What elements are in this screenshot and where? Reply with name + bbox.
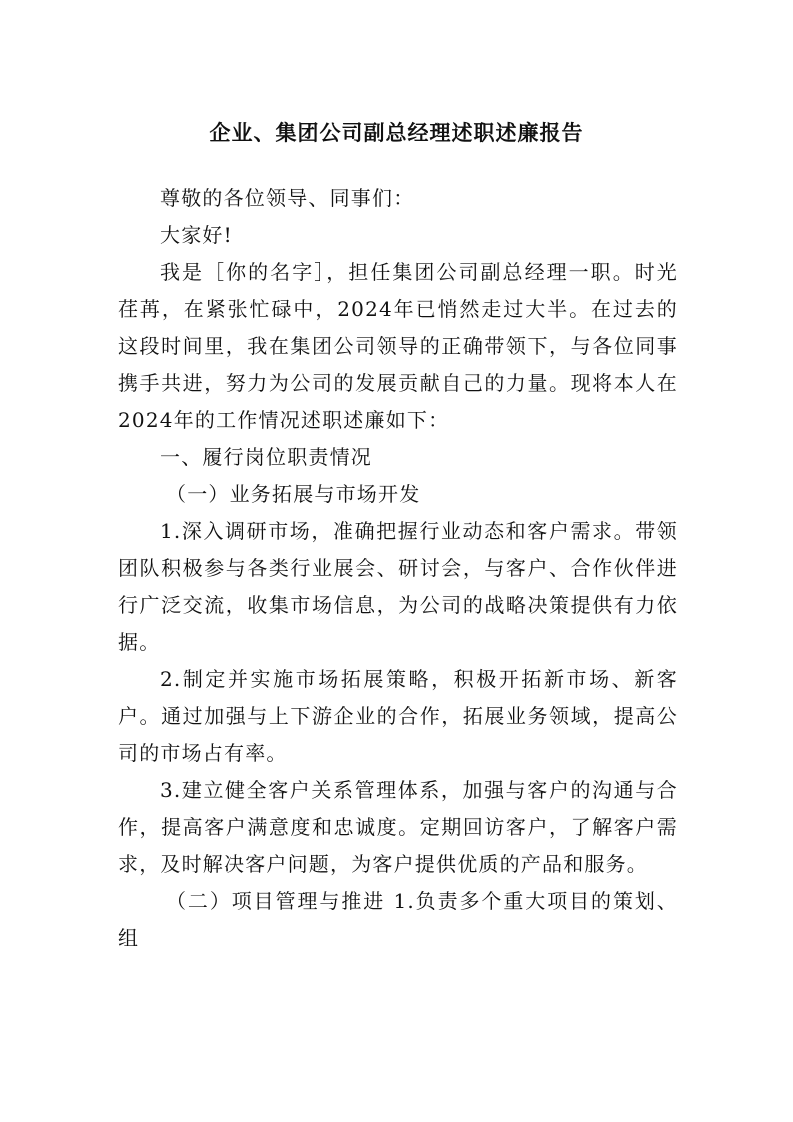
greeting-paragraph: 尊敬的各位领导、同事们： [160,186,415,210]
subsection-heading-2: （二）项目管理与推进 1.负责多个重大项目的策划、组 [118,889,678,950]
subsection-heading-1: （一）业务拓展与市场开发 [166,482,421,506]
document-body [118,180,678,957]
item-paragraph-1: 1.深入调研市场，准确把握行业动态和客户需求。带领团队积极参与各类行业展会、研讨会，与客户、合作伙伴进行广泛交流，收集市场信息，为公司的战略决策提供有力依据。 [118,519,678,654]
item-paragraph-3: 3.建立健全客户关系管理体系，加强与客户的沟通与合作，提高客户满意度和忠诚度。定期回访客户，了解客户需求，及时解决客户问题，为客户提供优质的产品和服务。 [118,778,678,876]
hello-paragraph: 大家好! [160,223,233,247]
item-paragraph-2: 2.制定并实施市场拓展策略，积极开拓新市场、新客户。通过加强与上下游企业的合作，拓展业务领域，提高公司的市场占有率。 [118,667,678,765]
intro-paragraph: 我是［你的名字］，担任集团公司副总经理一职。时光荏苒，在紧张忙碌中，2024年已悄然走过大半。在过去的这段时间里，我在集团公司领导的正确带领下，与各位同事携手共进，努力为公司的发展贡献自己的力量。现将本人在2024年的工作情况述职述廉如下： [118,260,678,432]
section-heading-1: 一、履行岗位职责情况 [160,445,372,469]
document-title: 企业、集团公司副总经理述职述廉报告 [209,121,584,145]
